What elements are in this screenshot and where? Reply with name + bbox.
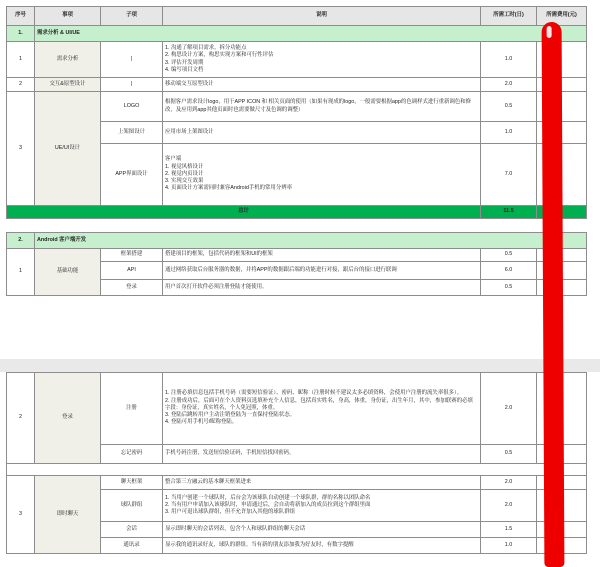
row-seq: 2 [7, 78, 35, 92]
row-item: UE/UI设计 [35, 92, 101, 206]
row-days: 0.5 [481, 445, 537, 464]
row-days: 6.0 [481, 262, 537, 280]
desc-line: 4. 登陆可用手机号/昵称登陆。 [165, 419, 238, 426]
row-desc [163, 280, 481, 296]
row-subitem: 注册 [101, 373, 163, 445]
header-row [7, 7, 587, 26]
desc-line: 通过网络获取后台服务器的数据，并将APP的数据跟后端的功能进行对接，跟后台的接口进行联调 [165, 266, 397, 273]
desc-line: 2. 构思设计方案，构思实现方案和可行性评估 [165, 52, 274, 59]
row-item: 基础功能 [35, 249, 101, 296]
document-page-2 [6, 372, 586, 554]
row-subitem: 登录 [101, 280, 163, 296]
desc-line: 整合第三方融云的基本聊天框架进来 [165, 478, 252, 485]
section-title: 需求分析 & UI/UE [35, 26, 587, 42]
desc-line: 4. 编写项目文档 [165, 66, 204, 73]
desc-line: 3. 评估开发周期 [165, 59, 204, 66]
total-label: 总计 [7, 206, 481, 219]
row-desc [163, 92, 481, 122]
row-seq: 2 [7, 373, 35, 464]
total-row [7, 206, 587, 219]
row-subitem: APP界面设计 [101, 144, 163, 206]
table-row [7, 92, 587, 122]
row-desc [163, 445, 481, 464]
row-days: 2.0 [481, 373, 537, 445]
row-seq: 1 [7, 249, 35, 296]
row-seq: 3 [7, 92, 35, 206]
section-row [7, 233, 587, 249]
row-desc [163, 538, 481, 554]
row-subitem: | [101, 78, 163, 92]
desc-line: 根据客户需求设计logo，用于APP ICON 和 相关页面的使用（如果有现成的logo，一般需要根据app的色调样式进行重新调色和修改，及应用到app其他页面时也需要做尺寸及色调的调整） [165, 99, 472, 113]
desc-line: 手机号码注册，发送短信验证码，手机短信找回密码。 [165, 450, 295, 457]
row-item: 登录 [35, 373, 101, 464]
desc-line: 应用市场上架图设计 [165, 128, 214, 135]
row-subitem: 框架搭建 [101, 249, 163, 262]
row-seq: 1 [7, 42, 35, 78]
section-number: 1. [7, 26, 35, 42]
table-row [7, 42, 587, 78]
section-row [7, 26, 587, 42]
desc-line: 2. 当有用户申请加入该球队时，申请通过后，会自动将新加入的成员拉到这个群组里面 [165, 501, 371, 508]
row-subitem: 通讯录 [101, 538, 163, 554]
row-days: 1.5 [481, 522, 537, 538]
table-row [7, 476, 587, 490]
row-days: 7.0 [481, 144, 537, 206]
desc-line: 2. 视觉内页设计 [165, 170, 204, 177]
desc-line: 3. 登陆后跳转用户主动注销登陆为一直保持登陆状态。 [165, 412, 295, 419]
table-row [7, 373, 587, 445]
desc-line: 4. 页面设计方案需同时兼容Android手机的常用分辨率 [165, 185, 292, 192]
header-seq: 序号 [7, 7, 35, 26]
row-item: 即时聊天 [35, 476, 101, 554]
header-cost: 所需费用(元) [537, 7, 587, 26]
row-days: 2.0 [481, 78, 537, 92]
page-break [0, 359, 600, 372]
desc-line: 移动端交互原型设计 [165, 80, 214, 87]
quote-table-part2 [6, 372, 587, 554]
row-item: 交互&原型设计 [35, 78, 101, 92]
header-item: 事项 [35, 7, 101, 26]
row-desc [163, 42, 481, 78]
header-subitem: 子项 [101, 7, 163, 26]
desc-line: 搭建项目的框架，包括代码的框架和UI的框架 [165, 251, 273, 258]
spacer-cell [7, 219, 587, 233]
desc-line: 显示我的通讯录好友，球队的群组。当有新的朋友添加我为好友时，有数字提醒 [165, 541, 354, 548]
row-days: 1.0 [481, 538, 537, 554]
row-days: 0.5 [481, 92, 537, 122]
row-subitem: 球队群组 [101, 490, 163, 522]
document-page-1 [6, 6, 586, 296]
desc-line: 2. 注册成功后，后面可在个人资料页选填补充个人信息，包括真实姓名，身高，体重，身份证，出生年月，其中，参加联赛的必填字段：身份证，真实姓名，个人免冠照，体重。 [165, 397, 473, 411]
section-number: 2. [7, 233, 35, 249]
desc-line: 1. 当用户创建一个球队时，后台会为该球队自动创建一个球队群，群的名称以团队命名 [165, 494, 371, 501]
row-seq: 3 [7, 476, 35, 554]
row-days: 0.5 [481, 280, 537, 296]
desc-line: 客户端 [165, 156, 182, 163]
table-row [7, 249, 587, 262]
desc-line: 1. 沟通了解项目需求，拆分功能点 [165, 44, 247, 51]
header-days: 所需工时(日) [481, 7, 537, 26]
row-days: 2.0 [481, 476, 537, 490]
desc-line: 3. 实现交互效果 [165, 178, 204, 185]
row-desc [163, 490, 481, 522]
desc-line: 显示即时聊天的会话列表，包含个人和球队群组的聊天会话 [165, 525, 306, 532]
row-days: 1.0 [481, 122, 537, 144]
row-subitem: API [101, 262, 163, 280]
section-title: Android 客户端开发 [35, 233, 587, 249]
row-subitem: 忘记密码 [101, 445, 163, 464]
row-days: 1.0 [481, 42, 537, 78]
header-desc: 说明 [163, 7, 481, 26]
row-desc [163, 522, 481, 538]
total-days: 11.5 [481, 206, 537, 219]
row-subitem: | [101, 42, 163, 78]
spacer-cell [7, 464, 587, 476]
spacer-row [7, 464, 587, 476]
red-highlight-mark [542, 22, 565, 567]
quote-table-part1 [6, 6, 587, 296]
desc-line: 用户首次打开软件必须注册登陆才能使用。 [165, 283, 268, 290]
table-row [7, 78, 587, 92]
row-desc [163, 144, 481, 206]
row-item: 需求分析 [35, 42, 101, 78]
spacer-row [7, 219, 587, 233]
row-subitem: LOGO [101, 92, 163, 122]
desc-line: 1. 注册必填信息包括手机号码（需要短信验证）、密码、昵称（注册时候不建议太多必填资料，会使用户注册的流失率很多）。 [165, 390, 463, 397]
desc-line: 3. 用户可退出球队群组，但不允许加入其他的球队群组 [165, 509, 295, 516]
row-desc [163, 122, 481, 144]
row-desc [163, 262, 481, 280]
row-desc [163, 249, 481, 262]
row-desc [163, 78, 481, 92]
desc-line: 1. 视觉风格设计 [165, 163, 204, 170]
row-subitem: 上架图设计 [101, 122, 163, 144]
row-subitem: 会话 [101, 522, 163, 538]
row-desc [163, 373, 481, 445]
row-subitem: 聊天框架 [101, 476, 163, 490]
row-days: 0.5 [481, 249, 537, 262]
row-days: 2.0 [481, 490, 537, 522]
row-desc [163, 476, 481, 490]
